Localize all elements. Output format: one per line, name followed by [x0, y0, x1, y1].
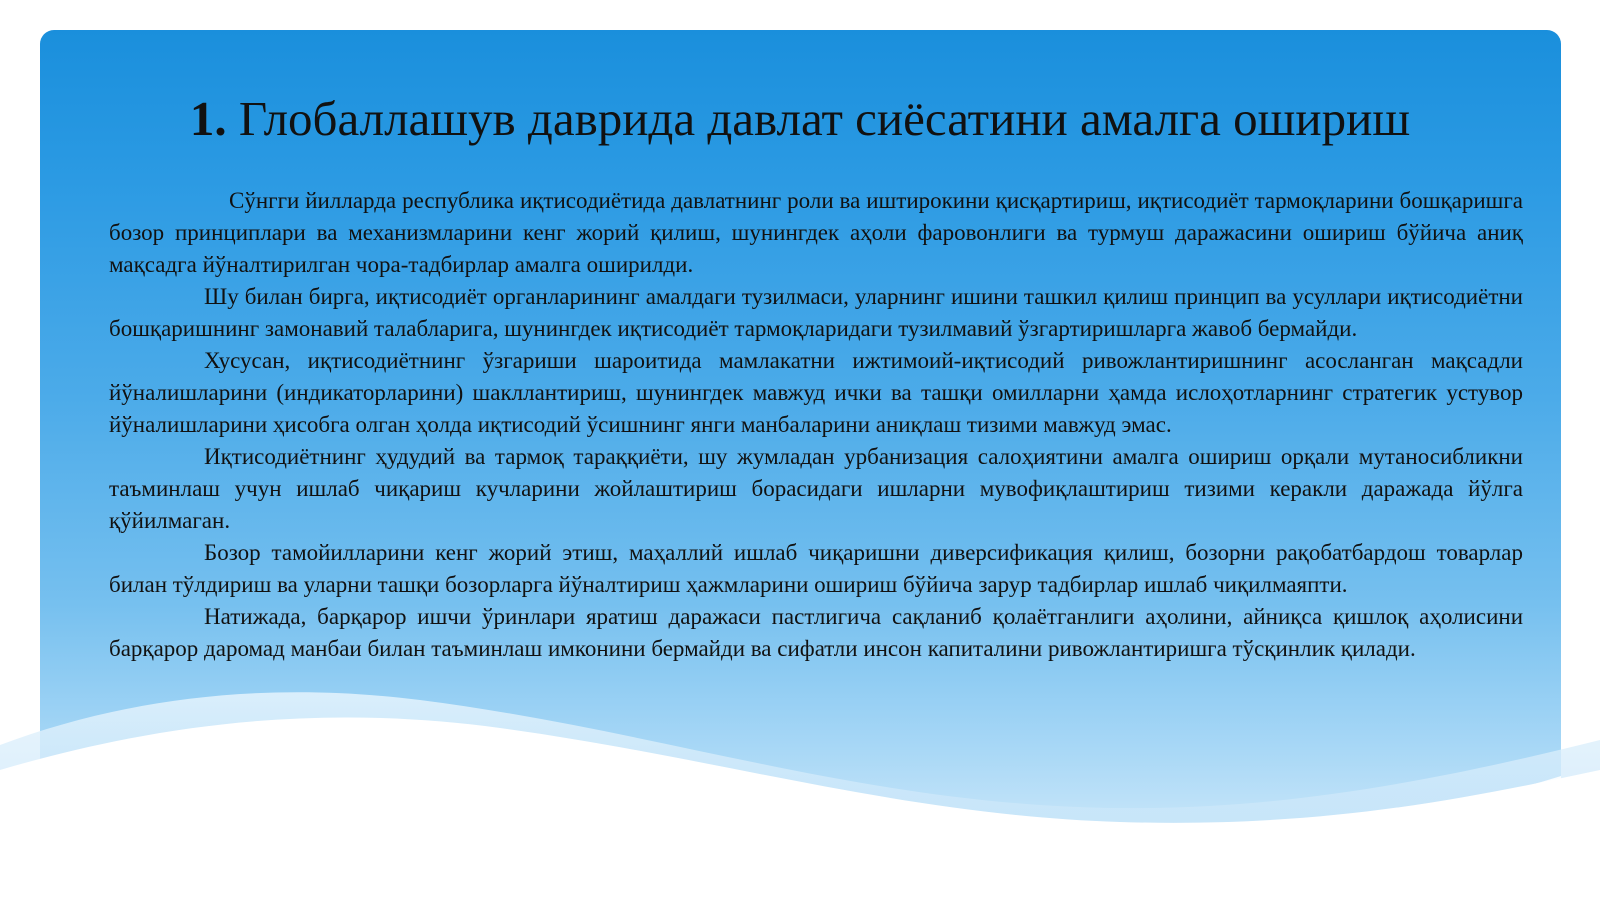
paragraph-5: Бозор тамойилларини кенг жорий этиш, маҳаллий ишлаб чиқаришни диверсификация қилиш, бозорни рақобатбардош товарлар билан тўлдириш ва уларни ташқи бозорларга йўналтириш ҳажмларини ошириш бўйича зарур тадбирлар ишлаб чиқилмаяпти. [109, 540, 1523, 597]
paragraph-3: Хусусан, иқтисодиётнинг ўзгариши шароитида мамлакатни ижтимоий-иқтисодий ривожлантиришнинг асосланган мақсадли йўналишларини (индикаторларини) шакллантириш, шунингдек мавжуд ички ва ташқи омилларни ҳамда ислоҳотларнинг стратегик устувор йўналишларини ҳисобга олган ҳолда иқтисодий ўсишнинг янги манбаларини аниқлаш тизими мавжуд эмас. [109, 348, 1523, 437]
slide-title [0, 88, 1600, 150]
paragraph-6: Натижада, барқарор ишчи ўринлари яратиш даражаси пастлигича сақланиб қолаётганлиги аҳолини, айниқса қишлоқ аҳолисини барқарор даромад манбаи билан таъминлаш имконини бермайди ва сифатли инсон капиталини ривожлантиришга тўсқинлик қилади. [109, 604, 1523, 661]
body-text [109, 185, 1523, 665]
title-number: 1. [189, 91, 227, 146]
title-text: Глобаллашув даврида давлат сиёсатини амалга ошириш [238, 91, 1411, 146]
paragraph-4: Иқтисодиётнинг ҳудудий ва тармоқ тараққиёти, шу жумладан урбанизация салоҳиятини амалга ошириш орқали мутаносибликни таъминлаш учун ишлаб чиқариш кучларини жойлаштириш борасидаги ишларни мувофиқлаштириш тизими керакли даражада йўлга қўйилмаган. [109, 444, 1523, 533]
paragraph-2: Шу билан бирга, иқтисодиёт органларининг амалдаги тузилмаси, уларнинг ишини ташкил қилиш принцип ва усуллари иқтисодиётни бошқаришнинг замонавий талабларига, шунингдек иқтисодиёт тармоқларидаги тузилмавий ўзгартиришларга жавоб бермайди. [109, 284, 1523, 341]
paragraph-1: Сўнгги йилларда республика иқтисодиётида давлатнинг роли ва иштирокини қисқартириш, иқтисодиёт тармоқларини бошқаришга бозор принциплари ва механизмларини кенг жорий қилиш, шунингдек аҳоли фаровонлиги ва турмуш даражасини ошириш бўйича аниқ мақсадга йўналтирилган чора-тадбирлар амалга оширилди. [109, 188, 1523, 277]
